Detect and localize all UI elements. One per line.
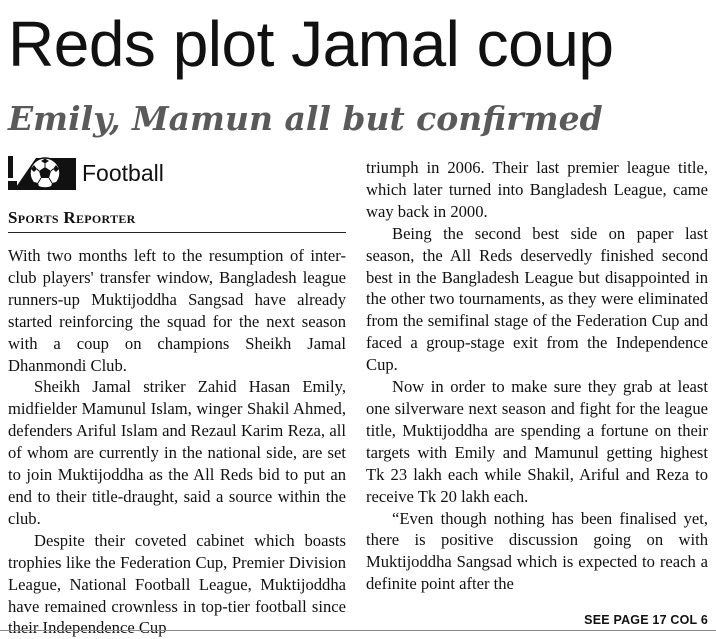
article-paragraph: “Even though nothing has been finalised yet, there is positive discussion going on with Muktijoddha Sangsad which is expected to reach a definite point after the: [366, 508, 708, 594]
continuation-jump-line: SEE PAGE 17 COL 6: [578, 612, 708, 628]
subheadline: Emily, Mamun all but confirmed: [8, 99, 603, 138]
section-label: Football: [82, 159, 164, 186]
headline: Reds plot Jamal coup: [8, 8, 614, 80]
article-paragraph: Despite their coveted cabinet which boasts trophies like the Federation Cup, Premier Division League, National Football League, Muktijoddha have remained crownless in top-tier football since their Independence Cup: [8, 530, 346, 638]
article-column-left: [8, 245, 346, 639]
article-paragraph: Now in order to make sure they grab at least one silverware next season and fight for the league title, Muktijoddha are spending a fortune on their targets with Emily and Mamunul getting highest Tk 23 lakh each while Shakil, Ariful and Reza to receive Tk 20 lakh each.: [366, 377, 708, 506]
article-paragraph: Being the second best side on paper last season, the All Reds deservedly finished second best in the Bangladesh League but disappointed in the other two tournaments, as they were eliminated from the semifinal stage of the Federation Cup and faced a group-stage exit from the Independence Cup.: [366, 223, 708, 375]
article-paragraph: Sheikh Jamal striker Zahid Hasan Emily, midfielder Mamunul Islam, winger Shakil Ahmed, defenders Ariful Islam and Rezaul Karim Reza, all of whom are currently in the national side, are set to join Muktijoddha as the All Reds bid to put an end to their title-draught, said a source within the club.: [8, 377, 346, 528]
byline: Sports Reporter: [8, 208, 136, 227]
article-paragraph: With two months left to the resumption of inter-club players' transfer window, Bangladesh league runners-up Muktijoddha Sangsad have already started reinforcing the squad for the next season with a coup on champions Sheikh Jamal Dhanmondi Club.: [8, 246, 346, 375]
bottom-divider: [0, 630, 716, 631]
article-column-right: [366, 157, 708, 595]
article-paragraph: triumph in 2006. Their last premier league title, which later turned into Bangladesh League, came way back in 2000.: [366, 158, 708, 221]
section-tag: [8, 156, 164, 190]
byline-divider: [8, 232, 346, 233]
football-icon: [8, 156, 76, 190]
